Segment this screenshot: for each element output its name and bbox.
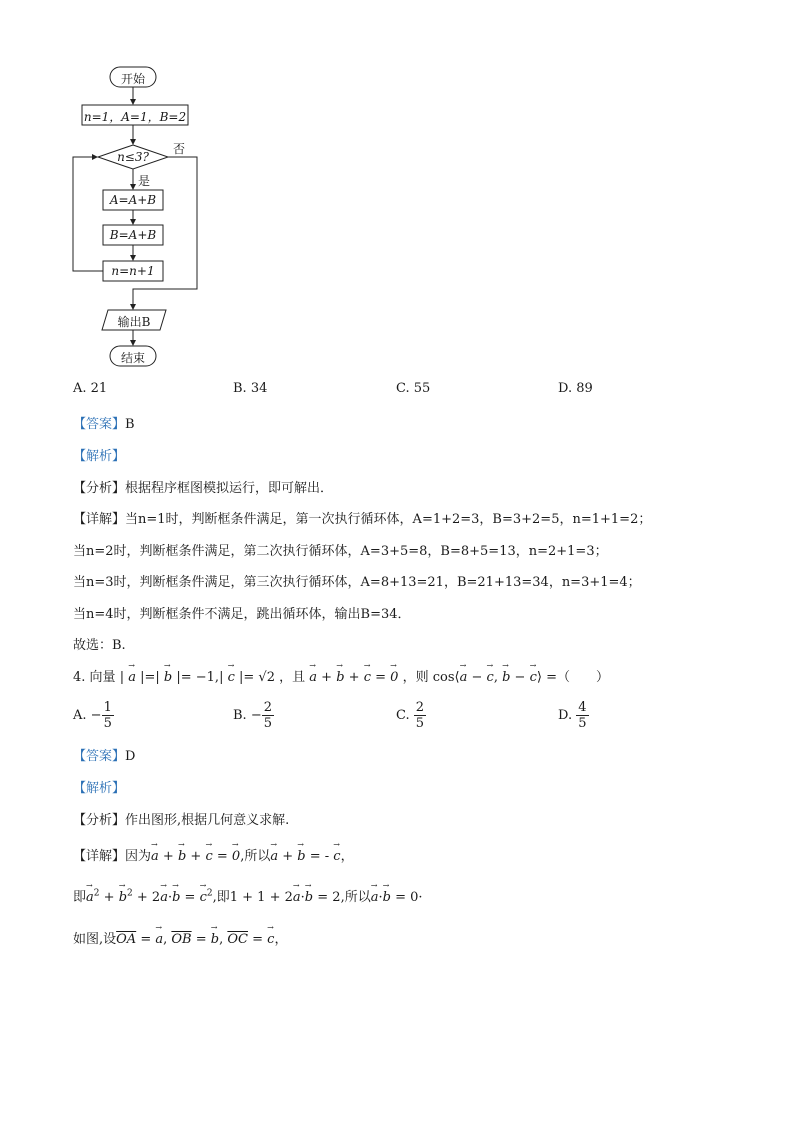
q4-answer xyxy=(73,745,135,764)
fenxi-tag: 【分析】 xyxy=(73,481,126,496)
q4-detail-line-3: 如图,设$\overline{OA}$ = → a, $\overline{OB}$ = → b, $\overline{OC}$ = → c， xyxy=(73,928,287,947)
no-label: 否 xyxy=(173,142,186,156)
answer-value: D xyxy=(125,749,136,764)
q4-stem-end: =（ ） xyxy=(546,670,609,685)
q4-eq-3: → $a^2$ + → $b^2 + 2\to a\cdot\to b$ = → $c^2$ xyxy=(86,890,213,905)
q3-option-a: A. 21 xyxy=(73,381,108,396)
q3-option-c: C. 55 xyxy=(396,381,431,396)
q4-stem-pre: 向量 xyxy=(89,670,116,685)
q3-fenxi xyxy=(73,477,333,496)
q4-stem-post: ，则 xyxy=(402,670,429,685)
q4-fenxi xyxy=(73,809,289,828)
q4-option-a: A. − $\frac{1}{5}$ xyxy=(73,700,112,731)
q3-analysis-tag: 【解析】 xyxy=(73,449,126,464)
q4-eq-5: → a·→ b = 0 xyxy=(371,890,419,905)
q4-option-b: B. − $\frac{2}{5}$ xyxy=(233,700,273,731)
q4-eq-2: → a + → b = - → c xyxy=(270,849,340,864)
detail-tag: 【详解】 xyxy=(73,849,126,864)
answer-tag: 【答案】 xyxy=(73,417,126,432)
q3-detail-line-3: 当n=3时，判断框条件满足，第三次执行循环体，A=8+13=21，B=21+13=34，n=3+1=4； xyxy=(73,575,641,590)
fenxi-text: 作出图形,根据几何意义求解. xyxy=(125,813,290,828)
q3-answer xyxy=(73,413,135,432)
q3-option-b: B. 34 xyxy=(233,381,268,396)
condition-label: n≤3? xyxy=(117,150,149,164)
q3-conclusion: 故选：B. xyxy=(73,638,126,653)
step1-label: A=A+B xyxy=(109,193,157,207)
init-label: n=1，A=1，B=2 xyxy=(83,110,187,124)
detail-tag: 【详解】 xyxy=(73,512,126,527)
q3-detail-line-1 xyxy=(73,508,651,527)
q4-analysis-tag: 【解析】 xyxy=(73,781,126,796)
start-label: 开始 xyxy=(120,72,145,86)
q4-stem xyxy=(73,666,609,685)
end-label: 结束 xyxy=(120,351,145,365)
q4-eq-4: 1 + 1 + 2→ a·→ b = 2 xyxy=(230,890,341,905)
q4-sum: → a + → b + → c = → 0 xyxy=(309,670,398,685)
q4-eq-6: $\overline{OA}$ = → a, $\overline{OB}$ = → b, $\overline{OC}$ = → c xyxy=(116,932,274,947)
q4-number: 4. xyxy=(73,670,86,685)
q4-detail-line-1: 【详解】因为→ a + → b + → c = → 0,所以→ a + → b = - → c， xyxy=(73,845,354,864)
q3-option-d: D. 89 xyxy=(558,381,593,396)
answer-tag: 【答案】 xyxy=(73,749,126,764)
q4-eq-1: → a + → b + → c = → 0 xyxy=(151,849,240,864)
fenxi-tag: 【分析】 xyxy=(73,813,126,828)
step2-label: B=A+B xyxy=(109,228,157,242)
q4-detail-line-2: 即→ $a^2$ + → $b^2 + 2\to a\cdot\to b$ = → $c^2$,即1 + 1 + 2→ a·→ b = 2,所以→ a·→ b = 0· xyxy=(73,886,423,905)
q4-cos: cos⟨→ a − → c, → b − → c⟩ xyxy=(433,670,542,685)
q4-option-c: C. $\frac{2}{5}$ xyxy=(396,700,425,731)
q4-option-d: D. $\frac{4}{5}$ xyxy=(558,700,587,731)
output-label: 输出B xyxy=(117,315,151,329)
step3-label: n=n+1 xyxy=(111,264,155,278)
answer-value: B xyxy=(125,417,135,432)
q3-detail-line-4: 当n=4时，判断框条件不满足，跳出循环体，输出B=34． xyxy=(73,607,411,622)
q3-detail-line-2: 当n=2时，判断框条件满足，第二次执行循环体，A=3+5=8，B=8+5=13，n=2+1=3； xyxy=(73,544,608,559)
yes-label: 是 xyxy=(138,174,151,188)
detail-text: 当n=1时，判断框条件满足，第一次执行循环体，A=1+2=3，B=3+2=5，n=1+1=2； xyxy=(125,512,652,527)
q4-stem-mid: ，且 xyxy=(279,670,306,685)
q4-magnitudes: | → a |=| → b |= −1,| → c |= √2 xyxy=(120,670,275,685)
fenxi-text: 根据程序框图模拟运行，即可解出． xyxy=(125,481,334,496)
flowchart xyxy=(60,60,220,375)
